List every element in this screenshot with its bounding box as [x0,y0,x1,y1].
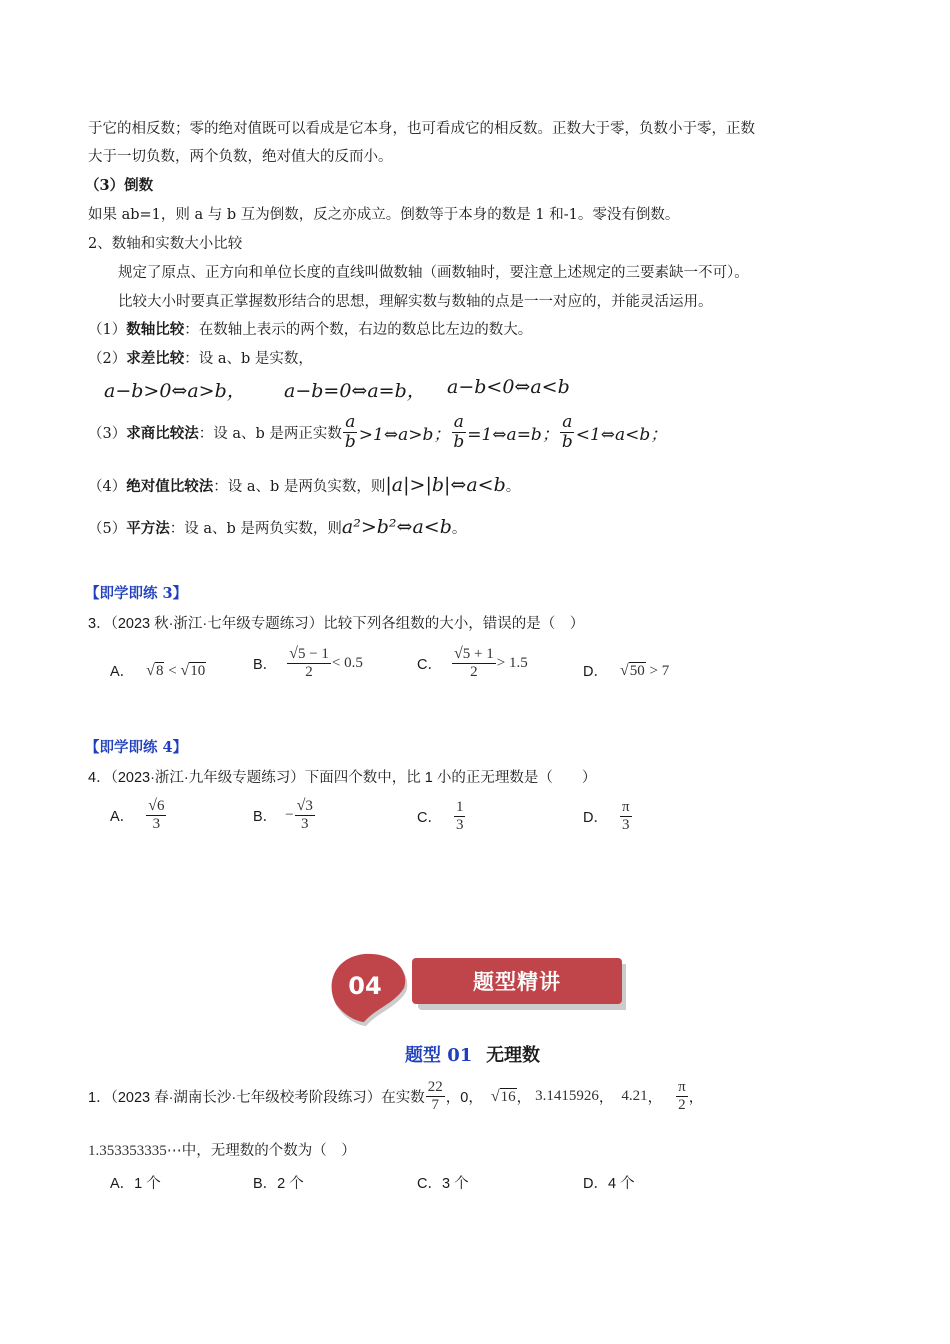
option-a[interactable]: A． $\frac{√6}{3}$ [110,797,165,832]
quotient-fraction: $\frac{a}{b}$ [561,412,573,452]
quotient-fraction: $\frac{a}{b}$ [453,412,465,452]
reciprocal-text: 如果 ab=1，则 a 与 b 互为倒数，反之亦成立。倒数等于本身的数是 1 和-1。零没有倒数。 [88,207,680,223]
option-a[interactable]: A．1 个 [110,1176,161,1192]
practice-tag: 【即学即练 3】 [85,585,188,602]
question-1: 1．（2023 春·湖南长沙·七年级校考阶段练习）在实数 $\frac{22}{7}$ ，0， √16 ， 3.1415926 ， 4.21 ， $\frac{\pi}{2}$ ， [88,1079,704,1113]
option-d[interactable]: D．4 个 [583,1176,635,1192]
method-5: （5） 平方法 ：设 a、b 是两负实数，则 a²>b²⇔a<b 。 [88,516,467,538]
option-a[interactable]: A． √8 < √10 [110,661,206,680]
option-b[interactable]: B．2 个 [253,1176,304,1192]
method-2: （2）求差比较：设 a、b 是实数， [88,350,313,367]
option-d[interactable]: D． √50 > 7 [583,661,670,680]
compare-paragraph: 比较大小时要真正掌握数形结合的思想，理解实数与数轴的点是一一对应的，并能灵活运用。 [118,294,713,310]
compare-heading: 2、数轴和实数大小比较 [88,236,243,252]
method-3: （3） 求商比较法 ：设 a、b 是两正实数 $\frac{a}{b}$ >1⇔a>b； $\frac{a}{b}$ =1⇔a=b； $\frac{a}{b}$ <1⇔a<b； [88,412,668,452]
question-1-line2: 1.353353335⋯中，无理数的个数为（ ） [88,1143,356,1159]
option-c[interactable]: C． $\frac{√5 + 1}{2}$ > 1.5 [417,645,528,680]
difference-formula-1: a−b>0⇔a>b， [104,380,246,402]
practice-question: 4．（2023·浙江·九年级专题练习）下面四个数中，比 1 小的正无理数是（ ） [88,770,597,786]
option-c[interactable]: C． $\frac{1}{3}$ [417,799,464,833]
option-d[interactable]: D． $\frac{\pi}{3}$ [583,799,630,833]
difference-formula-2: a−b=0⇔a=b， [284,380,426,402]
quotient-fraction: $\frac{a}{b}$ [344,412,356,452]
practice-question: 3．（2023 秋·浙江·七年级专题练习）比较下列各组数的大小，错误的是（ ） [88,616,585,632]
paragraph-line: 于它的相反数；零的绝对值既可以看成是它本身，也可看成它的相反数。正数大于零，负数小于零，正数 [88,121,755,137]
reciprocal-heading: （3）倒数 [85,177,154,194]
option-c[interactable]: C．3 个 [417,1176,469,1192]
paragraph-line: 大于一切负数，两个负数，绝对值大的反而小。 [88,149,393,165]
option-b[interactable]: B． $\frac{√5 - 1}{2}$ < 0.5 [253,645,363,680]
section-title: 题型 01 无理数 [405,1045,541,1066]
compare-paragraph: 规定了原点、正方向和单位长度的直线叫做数轴（画数轴时，要注意上述规定的三要素缺一不可）。 [118,265,749,281]
practice-tag: 【即学即练 4】 [85,739,188,756]
banner-number: 04 [348,972,382,1000]
difference-formula-3: a−b<0⇔a<b [447,376,570,398]
method-1: （1）数轴比较：在数轴上表示的两个数，右边的数总比左边的数大。 [88,321,533,338]
section-banner [326,950,626,1030]
method-4: （4） 绝对值比较法 ：设 a、b 是两负实数，则 |a|>|b|⇔a<b 。 [88,474,521,496]
option-b[interactable]: B． − $\frac{√3}{3}$ [253,797,313,832]
banner-title: 题型精讲 [473,970,561,994]
